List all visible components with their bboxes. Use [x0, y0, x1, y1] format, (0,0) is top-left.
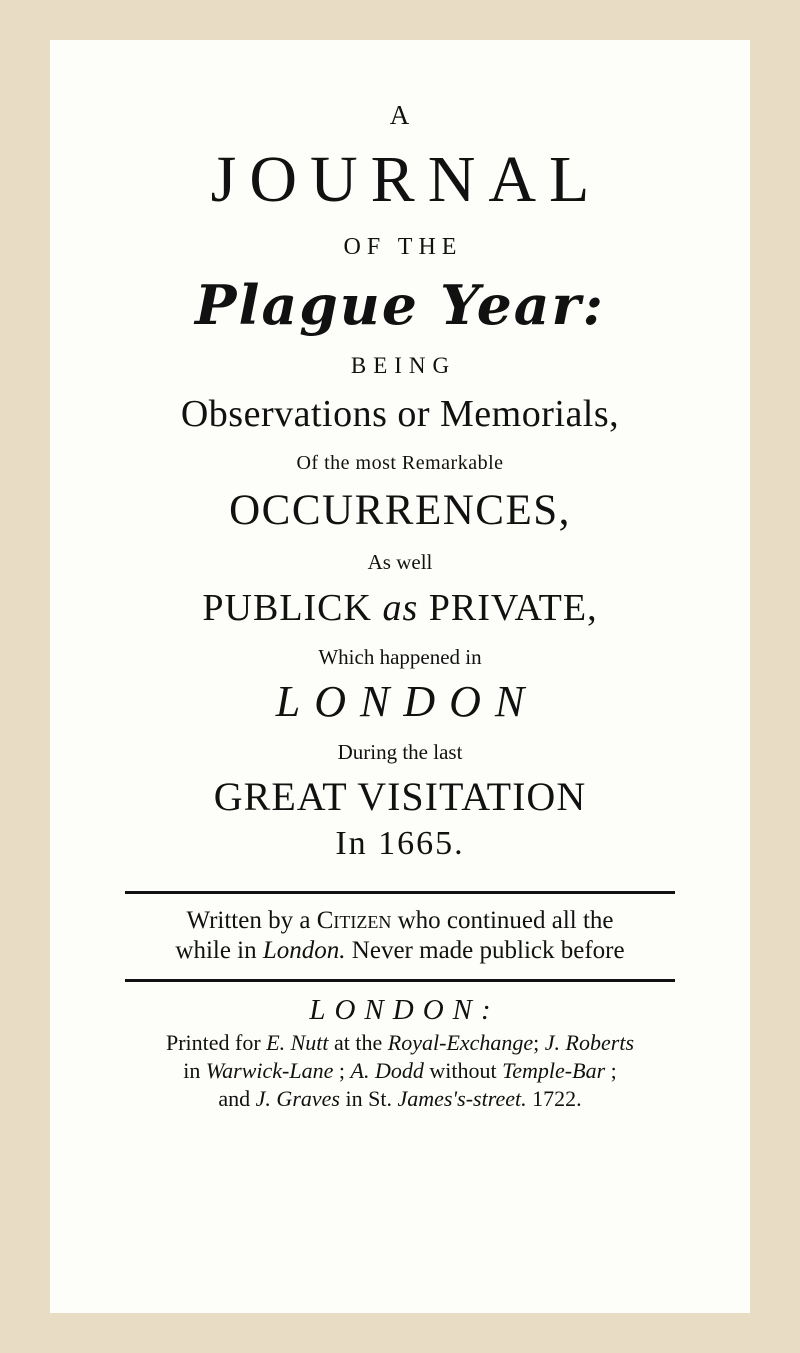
divider-rule-bottom — [125, 979, 675, 982]
imprint-city: LONDON: — [309, 993, 500, 1026]
title-block — [50, 40, 750, 1113]
article-line: A — [389, 100, 411, 130]
as-well-line: As well — [367, 549, 433, 574]
imprint-publisher-dodd: A. Dodd — [350, 1057, 424, 1083]
imprint-place-temple-bar: Temple-Bar — [502, 1057, 606, 1083]
imprint-text-1: Printed for — [165, 1029, 267, 1055]
year-line: In 1665. — [335, 824, 465, 862]
imprint-text-8: and — [218, 1086, 256, 1111]
attribution-block — [50, 906, 750, 967]
attribution-text-1: Written by a — [186, 906, 317, 934]
place-line: LONDON — [275, 676, 539, 726]
private-word: PRIVATE, — [428, 586, 598, 629]
imprint-text-9: in St. — [339, 1086, 398, 1111]
imprint-place-warwick-lane: Warwick-Lane — [205, 1057, 334, 1083]
great-visitation-line: GREAT VISITATION — [213, 773, 587, 819]
divider-rule-top — [125, 891, 675, 894]
imprint-publisher-roberts: J. Roberts — [544, 1029, 634, 1055]
publick-word: PUBLICK — [202, 586, 372, 629]
imprint-text-2: at the — [328, 1029, 388, 1055]
imprint-year: 1722. — [526, 1086, 582, 1111]
during-the-last-line: During the last — [337, 739, 463, 764]
attribution-text-4: Never made publick before — [345, 937, 625, 965]
imprint-publisher-nutt: E. Nutt — [266, 1029, 329, 1055]
main-title: JOURNAL — [210, 143, 603, 216]
subject-title: Plague Year: — [195, 273, 605, 337]
imprint-text-5: ; — [333, 1057, 351, 1083]
occurrences-line: OCCURRENCES, — [229, 486, 571, 534]
imprint-text-7: ; — [605, 1057, 617, 1083]
attribution-citizen: Citizen — [316, 906, 392, 934]
imprint-text-6: without — [423, 1057, 503, 1083]
which-happened-in-line: Which happened in — [318, 644, 482, 669]
imprint-place-royal-exchange: Royal-Exchange — [387, 1029, 534, 1055]
being-line: BEING — [350, 352, 457, 378]
attribution-text-2: who continued all the — [391, 906, 614, 934]
publick-as-private-line — [50, 586, 750, 629]
imprint-publisher-graves: J. Graves — [255, 1086, 340, 1111]
imprint-place-james-street: James's-street. — [397, 1086, 527, 1111]
imprint-text-4: in — [183, 1057, 206, 1083]
attribution-text-3: while in — [175, 937, 263, 965]
title-page-scan — [50, 40, 750, 1313]
of-the-line: OF THE — [343, 234, 463, 260]
attribution-city: London. — [262, 937, 346, 965]
as-word: as — [382, 586, 419, 629]
imprint-text-3: ; — [533, 1029, 545, 1055]
of-the-most-remarkable-line: Of the most Remarkable — [296, 451, 504, 474]
observations-line: Observations or Memorials, — [180, 392, 620, 435]
imprint-block — [50, 1029, 750, 1113]
